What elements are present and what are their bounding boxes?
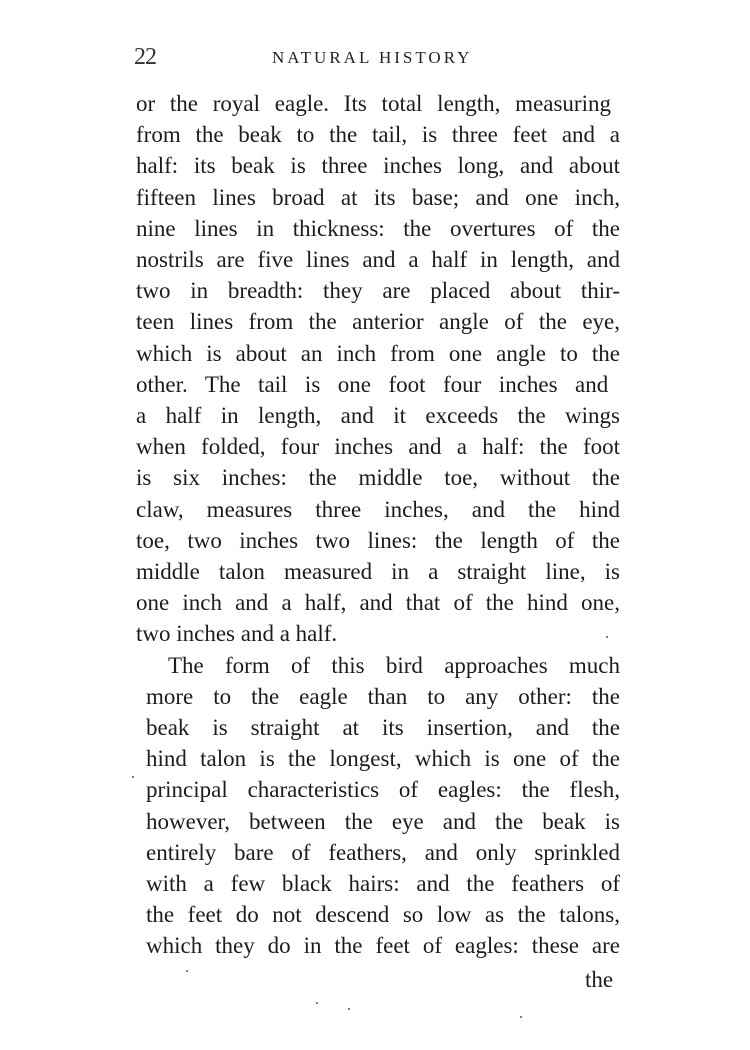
paper-speck (520, 1016, 522, 1018)
text-line: which is about an inch from one angle to the (136, 340, 620, 366)
text-line: hind talon is the longest, which is one of the (146, 746, 620, 772)
running-head: NATURAL HISTORY (272, 48, 473, 67)
text-line: a half in length, and it exceeds the wings (136, 403, 620, 428)
paper-speck (348, 1008, 350, 1010)
text-line: middle talon measured in a straight line, is (136, 559, 620, 584)
text-line: nostrils are five lines and a half in length, and (136, 247, 620, 272)
text-line: or the royal eagle. Its total length, measuring (136, 91, 611, 116)
text-line: half: its beak is three inches long, and about (136, 153, 620, 179)
text-line: two inches and a half. (136, 621, 338, 647)
text-line: other. The tail is one foot four inches and (136, 371, 609, 397)
paper-speck (316, 1002, 318, 1004)
paper-speck (132, 776, 134, 778)
text-line: which they do in the feet of eagles: these are (146, 933, 620, 959)
text-line: the feet do not descend so low as the talons, (146, 902, 620, 928)
paper-speck (606, 636, 608, 638)
text-line: fifteen lines broad at its base; and one inch, (136, 184, 620, 210)
text-line: The form of this bird approaches much (168, 652, 620, 678)
text-line: two in breadth: they are placed about thir- (136, 278, 620, 304)
text-line: with a few black hairs: and the feathers of (146, 871, 620, 896)
text-line: toe, two inches two lines: the length of the (136, 527, 620, 553)
text-line: principal characteristics of eagles: the flesh, (146, 777, 620, 803)
text-line: claw, measures three inches, and the hind (136, 496, 620, 522)
text-line: teen lines from the anterior angle of the eye, (136, 309, 620, 335)
text-line: when folded, four inches and a half: the foot (136, 434, 620, 460)
text-line: is six inches: the middle toe, without the (136, 465, 620, 491)
text-line: nine lines in thickness: the overtures of the (136, 215, 620, 241)
catchword: the (585, 967, 614, 992)
page-header (134, 44, 634, 74)
text-line: entirely bare of feathers, and only sprinkled (146, 839, 620, 865)
text-line: more to the eagle than to any other: the (146, 683, 620, 709)
text-line: beak is straight at its insertion, and the (146, 715, 620, 740)
page-number: 22 (134, 44, 156, 70)
paper-speck (186, 970, 188, 972)
text-line: one inch and a half, and that of the hind one, (136, 590, 620, 616)
text-line: however, between the eye and the beak is (146, 808, 620, 834)
text-line: from the beak to the tail, is three feet and a (136, 122, 620, 148)
